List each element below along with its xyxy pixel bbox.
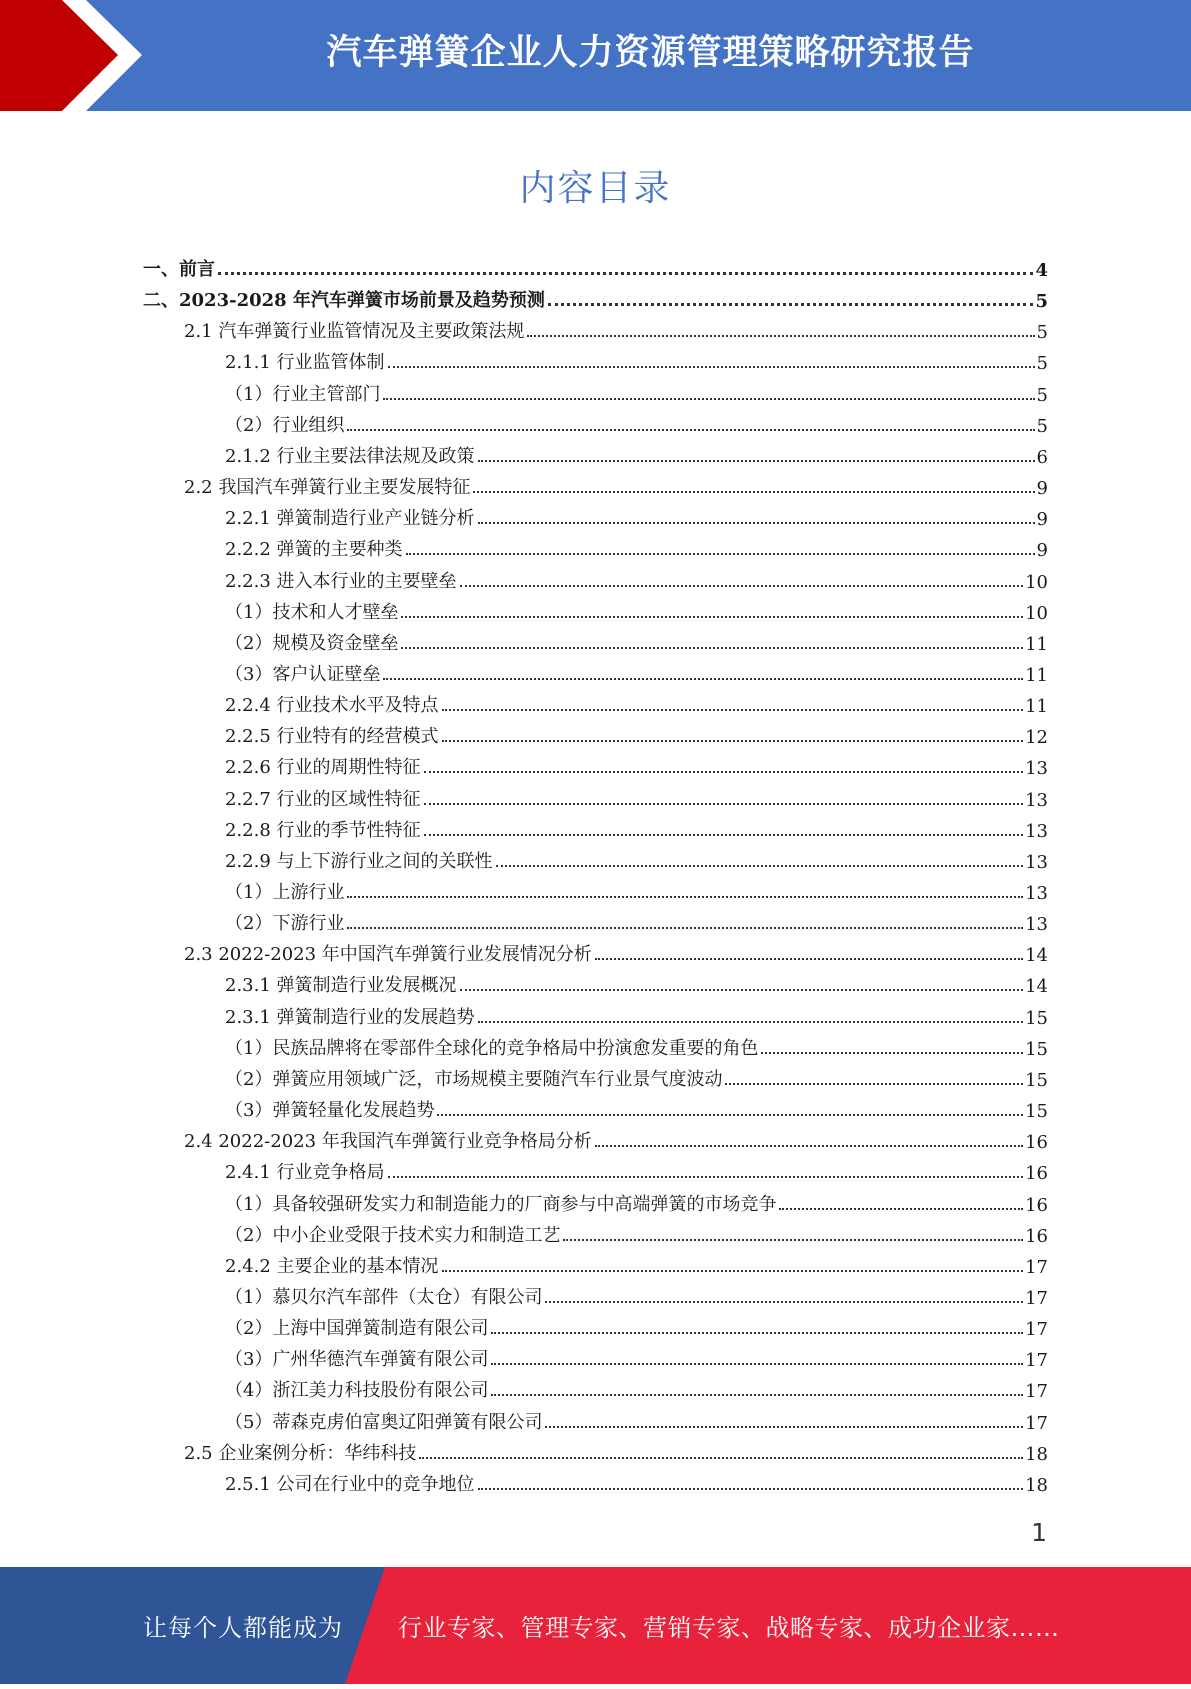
toc-entry[interactable] bbox=[225, 751, 1048, 779]
toc-entry-title: 2.3.1 弹簧制造行业的发展趋势 bbox=[225, 1006, 475, 1028]
toc-entry[interactable] bbox=[184, 315, 1048, 343]
toc-entry[interactable] bbox=[225, 1063, 1048, 1091]
toc-dot-leader bbox=[779, 1208, 1023, 1210]
toc-entry-page: 17 bbox=[1025, 1412, 1048, 1434]
toc-entry-page: 5 bbox=[1036, 415, 1048, 437]
toc-heading: 内容目录 bbox=[519, 168, 672, 209]
toc-entry-page: 10 bbox=[1025, 571, 1048, 593]
toc-dot-leader bbox=[491, 1332, 1023, 1334]
toc-entry[interactable] bbox=[225, 1343, 1048, 1371]
toc-entry[interactable] bbox=[225, 1156, 1048, 1184]
toc-dot-leader bbox=[478, 1021, 1024, 1023]
toc-entry-title: 2.2.5 行业特有的经营模式 bbox=[225, 726, 439, 748]
toc-entry-page: 15 bbox=[1025, 1069, 1048, 1091]
toc-entry-page: 17 bbox=[1025, 1350, 1048, 1372]
toc-entry-page: 15 bbox=[1025, 1101, 1048, 1123]
toc-entry-page: 5 bbox=[1036, 322, 1048, 344]
toc-entry[interactable] bbox=[225, 876, 1048, 904]
toc-entry[interactable] bbox=[225, 565, 1048, 593]
toc-dot-leader bbox=[419, 1457, 1023, 1459]
toc-entry-title: 2.5 企业案例分析：华纬科技 bbox=[184, 1442, 417, 1464]
toc-dot-leader bbox=[491, 1363, 1023, 1365]
toc-entry[interactable] bbox=[143, 253, 1048, 281]
toc-entry-page: 11 bbox=[1025, 633, 1048, 655]
toc-entry[interactable] bbox=[184, 471, 1048, 499]
toc-entry-page: 9 bbox=[1036, 540, 1048, 562]
footer-banner bbox=[0, 1567, 1191, 1684]
toc-entry-title: （2）规模及资金壁垒 bbox=[225, 632, 399, 654]
toc-dot-leader bbox=[388, 366, 1035, 368]
toc-entry[interactable] bbox=[225, 1406, 1048, 1434]
toc-dot-leader bbox=[545, 1426, 1023, 1428]
toc-entry-title: （1）民族品牌将在零部件全球化的竞争格局中扮演愈发重要的角色 bbox=[225, 1037, 759, 1059]
toc-entry[interactable] bbox=[225, 1281, 1048, 1309]
toc-entry[interactable] bbox=[225, 378, 1048, 406]
toc-dot-leader bbox=[347, 927, 1023, 929]
toc-entry-page: 12 bbox=[1025, 727, 1048, 749]
toc-entry-title: 2.1.1 行业监管体制 bbox=[225, 352, 385, 374]
toc-entry[interactable] bbox=[225, 969, 1048, 997]
toc-dot-leader bbox=[347, 429, 1034, 431]
toc-entry[interactable] bbox=[225, 440, 1048, 468]
toc-entry-title: 二、2023-2028 年汽车弹簧市场前景及趋势预测 bbox=[143, 290, 545, 312]
toc-entry-title: （3）广州华德汽车弹簧有限公司 bbox=[225, 1349, 489, 1371]
toc-dot-leader bbox=[491, 1394, 1023, 1396]
toc-entry-page: 17 bbox=[1025, 1381, 1048, 1403]
toc-entry-page: 4 bbox=[1035, 260, 1048, 281]
toc-entry-title: （2）行业组织 bbox=[225, 414, 345, 436]
toc-dot-leader bbox=[406, 553, 1035, 555]
toc-entry[interactable] bbox=[225, 814, 1048, 842]
toc-dot-leader bbox=[527, 335, 1034, 337]
toc-entry-title: （2）中小企业受限于技术实力和制造工艺 bbox=[225, 1224, 561, 1246]
toc-dot-leader bbox=[424, 834, 1024, 836]
toc-entry[interactable] bbox=[225, 409, 1048, 437]
toc-entry-title: （1）慕贝尔汽车部件（太仓）有限公司 bbox=[225, 1286, 543, 1308]
toc-entry[interactable] bbox=[225, 1374, 1048, 1402]
toc-entry-page: 16 bbox=[1025, 1132, 1048, 1154]
toc-entry[interactable] bbox=[225, 783, 1048, 811]
toc-dot-leader bbox=[383, 678, 1023, 680]
report-title: 汽车弹簧企业人力资源管理策略研究报告 bbox=[326, 33, 975, 73]
toc-entry-title: （1）行业主管部门 bbox=[225, 383, 381, 405]
toc-entry-title: 一、前言 bbox=[143, 259, 215, 280]
toc-dot-leader bbox=[424, 771, 1024, 773]
toc-dot-leader bbox=[442, 740, 1024, 742]
toc-dot-leader bbox=[478, 1488, 1024, 1490]
toc-entry-title: 2.3.1 弹簧制造行业发展概况 bbox=[225, 975, 457, 997]
toc-entry-page: 11 bbox=[1025, 696, 1048, 718]
toc-entry[interactable] bbox=[225, 533, 1048, 561]
toc-entry-page: 15 bbox=[1025, 1007, 1048, 1029]
toc-entry-page: 13 bbox=[1025, 758, 1048, 780]
toc-entry[interactable] bbox=[225, 1250, 1048, 1278]
toc-dot-leader bbox=[442, 709, 1024, 711]
toc-entry-page: 9 bbox=[1036, 478, 1048, 500]
toc-entry-page: 10 bbox=[1025, 602, 1048, 624]
toc-entry-title: （3）客户认证壁垒 bbox=[225, 663, 381, 685]
toc-entry-title: （3）弹簧轻量化发展趋势 bbox=[225, 1100, 435, 1122]
toc-dot-leader bbox=[347, 896, 1023, 898]
toc-entry-page: 13 bbox=[1025, 883, 1048, 904]
toc-entry-title: 2.2.1 弹簧制造行业产业链分析 bbox=[225, 508, 475, 530]
toc-entry-title: 2.2.4 行业技术水平及特点 bbox=[225, 695, 439, 717]
toc-entry-title: （1）上游行业 bbox=[225, 882, 345, 903]
toc-dot-leader bbox=[460, 585, 1024, 587]
toc-entry[interactable] bbox=[225, 845, 1048, 873]
header-arrow-decoration bbox=[0, 0, 160, 111]
toc-entry[interactable] bbox=[225, 1468, 1048, 1496]
toc-entry-title: 2.2.3 进入本行业的主要壁垒 bbox=[225, 570, 457, 592]
toc-entry-page: 14 bbox=[1025, 976, 1048, 998]
toc-dot-leader bbox=[401, 647, 1023, 649]
toc-entry-page: 9 bbox=[1036, 509, 1048, 531]
toc-dot-leader bbox=[548, 303, 1034, 306]
toc-entry-page: 13 bbox=[1025, 820, 1048, 842]
toc-entry[interactable] bbox=[225, 907, 1048, 935]
toc-entry-title: （2）下游行业 bbox=[225, 913, 345, 935]
toc-dot-leader bbox=[437, 1114, 1023, 1116]
toc-entry-title: 2.2.2 弹簧的主要种类 bbox=[225, 539, 403, 561]
toc-entry-title: 2.3 2022-2023 年中国汽车弹簧行业发展情况分析 bbox=[184, 944, 592, 966]
toc-dot-leader bbox=[442, 1270, 1024, 1272]
toc-entry-page: 16 bbox=[1025, 1225, 1048, 1247]
toc-entry-title: （2）上海中国弹簧制造有限公司 bbox=[225, 1318, 489, 1340]
toc-entry-page: 5 bbox=[1036, 353, 1048, 375]
toc-entry-page: 16 bbox=[1025, 1194, 1048, 1216]
footer-slogan-right: 行业专家、管理专家、营销专家、战略专家、成功企业家…… bbox=[398, 1614, 1060, 1642]
toc-entry[interactable] bbox=[225, 1032, 1048, 1060]
toc-entry[interactable] bbox=[143, 284, 1048, 312]
toc-dot-leader bbox=[563, 1239, 1023, 1241]
toc-entry-page: 5 bbox=[1036, 384, 1048, 406]
toc-entry-page: 14 bbox=[1025, 945, 1048, 967]
toc-entry[interactable] bbox=[225, 720, 1048, 748]
toc-entry[interactable] bbox=[184, 1125, 1048, 1153]
toc-entry-title: 2.2 我国汽车弹簧行业主要发展特征 bbox=[184, 477, 471, 499]
toc-entry-title: 2.4.1 行业竞争格局 bbox=[225, 1162, 385, 1184]
toc-entry-page: 11 bbox=[1025, 664, 1048, 686]
toc-entry-title: （2）弹簧应用领域广泛，市场规模主要随汽车行业景气度波动 bbox=[225, 1068, 723, 1090]
toc-entry-page: 13 bbox=[1025, 789, 1048, 811]
footer-slogan-left: 让每个人都能成为 bbox=[143, 1614, 343, 1642]
toc-entry-page: 17 bbox=[1025, 1319, 1048, 1341]
toc-entry[interactable] bbox=[184, 1437, 1048, 1465]
toc-dot-leader bbox=[218, 272, 1033, 275]
toc-entry[interactable] bbox=[225, 1094, 1048, 1122]
toc-entry-page: 6 bbox=[1036, 446, 1048, 468]
toc-entry[interactable] bbox=[225, 627, 1048, 655]
toc-entry-title: （1）技术和人才壁垒 bbox=[225, 601, 399, 623]
toc-entry-title: 2.2.7 行业的区域性特征 bbox=[225, 788, 421, 810]
toc-entry-title: 2.2.6 行业的周期性特征 bbox=[225, 757, 421, 779]
toc-entry-title: 2.1.2 行业主要法律法规及政策 bbox=[225, 445, 475, 467]
toc-entry[interactable] bbox=[225, 1219, 1048, 1247]
toc-dot-leader bbox=[460, 989, 1024, 991]
toc-dot-leader bbox=[595, 958, 1023, 960]
toc-entry[interactable] bbox=[184, 938, 1048, 966]
toc-entry-title: 2.4.2 主要企业的基本情况 bbox=[225, 1255, 439, 1277]
toc-entry[interactable] bbox=[225, 1188, 1048, 1216]
toc-entry-title: （5）蒂森克虏伯富奥辽阳弹簧有限公司 bbox=[225, 1411, 543, 1433]
toc-entry-page: 17 bbox=[1025, 1287, 1048, 1309]
toc-entry-page: 17 bbox=[1025, 1256, 1048, 1278]
toc-entry[interactable] bbox=[225, 596, 1048, 624]
page-number: 1 bbox=[1031, 1518, 1047, 1547]
toc-entry-title: 2.2.8 行业的季节性特征 bbox=[225, 819, 421, 841]
toc-dot-leader bbox=[473, 491, 1034, 493]
toc-dot-leader bbox=[725, 1083, 1023, 1085]
toc-dot-leader bbox=[383, 398, 1034, 400]
toc-dot-leader bbox=[761, 1052, 1023, 1054]
toc-entry-title: 2.1 汽车弹簧行业监管情况及主要政策法规 bbox=[184, 321, 525, 343]
toc-dot-leader bbox=[401, 616, 1023, 618]
toc-entry[interactable] bbox=[225, 689, 1048, 717]
toc-dot-leader bbox=[388, 1176, 1024, 1178]
toc-entry-page: 5 bbox=[1035, 291, 1048, 313]
toc-entry-page: 16 bbox=[1025, 1163, 1048, 1185]
toc-entry[interactable] bbox=[225, 1312, 1048, 1340]
toc-entry-title: 2.2.9 与上下游行业之间的关联性 bbox=[225, 850, 493, 872]
toc-dot-leader bbox=[545, 1301, 1023, 1303]
toc-entry-page: 18 bbox=[1025, 1443, 1048, 1465]
toc-entry-title: （1）具备较强研发实力和制造能力的厂商参与中高端弹簧的市场竞争 bbox=[225, 1193, 777, 1215]
toc-dot-leader bbox=[595, 1145, 1023, 1147]
toc-entry[interactable] bbox=[225, 502, 1048, 530]
toc-dot-leader bbox=[424, 803, 1024, 805]
toc-dot-leader bbox=[478, 460, 1035, 462]
toc-entry-page: 18 bbox=[1025, 1474, 1048, 1496]
header-banner bbox=[0, 0, 1191, 111]
toc-dot-leader bbox=[496, 865, 1024, 867]
toc-entry-page: 13 bbox=[1025, 851, 1048, 873]
toc-entry-title: （4）浙江美力科技股份有限公司 bbox=[225, 1380, 489, 1402]
toc-entry[interactable] bbox=[225, 1001, 1048, 1029]
toc-entry-title: 2.4 2022-2023 年我国汽车弹簧行业竞争格局分析 bbox=[184, 1131, 592, 1153]
toc-entry-page: 13 bbox=[1025, 914, 1048, 936]
toc-dot-leader bbox=[478, 522, 1035, 524]
toc-entry-title: 2.5.1 公司在行业中的竞争地位 bbox=[225, 1473, 475, 1495]
toc-entry[interactable] bbox=[225, 658, 1048, 686]
toc-entry-page: 15 bbox=[1025, 1038, 1048, 1060]
toc-entry[interactable] bbox=[225, 346, 1048, 374]
